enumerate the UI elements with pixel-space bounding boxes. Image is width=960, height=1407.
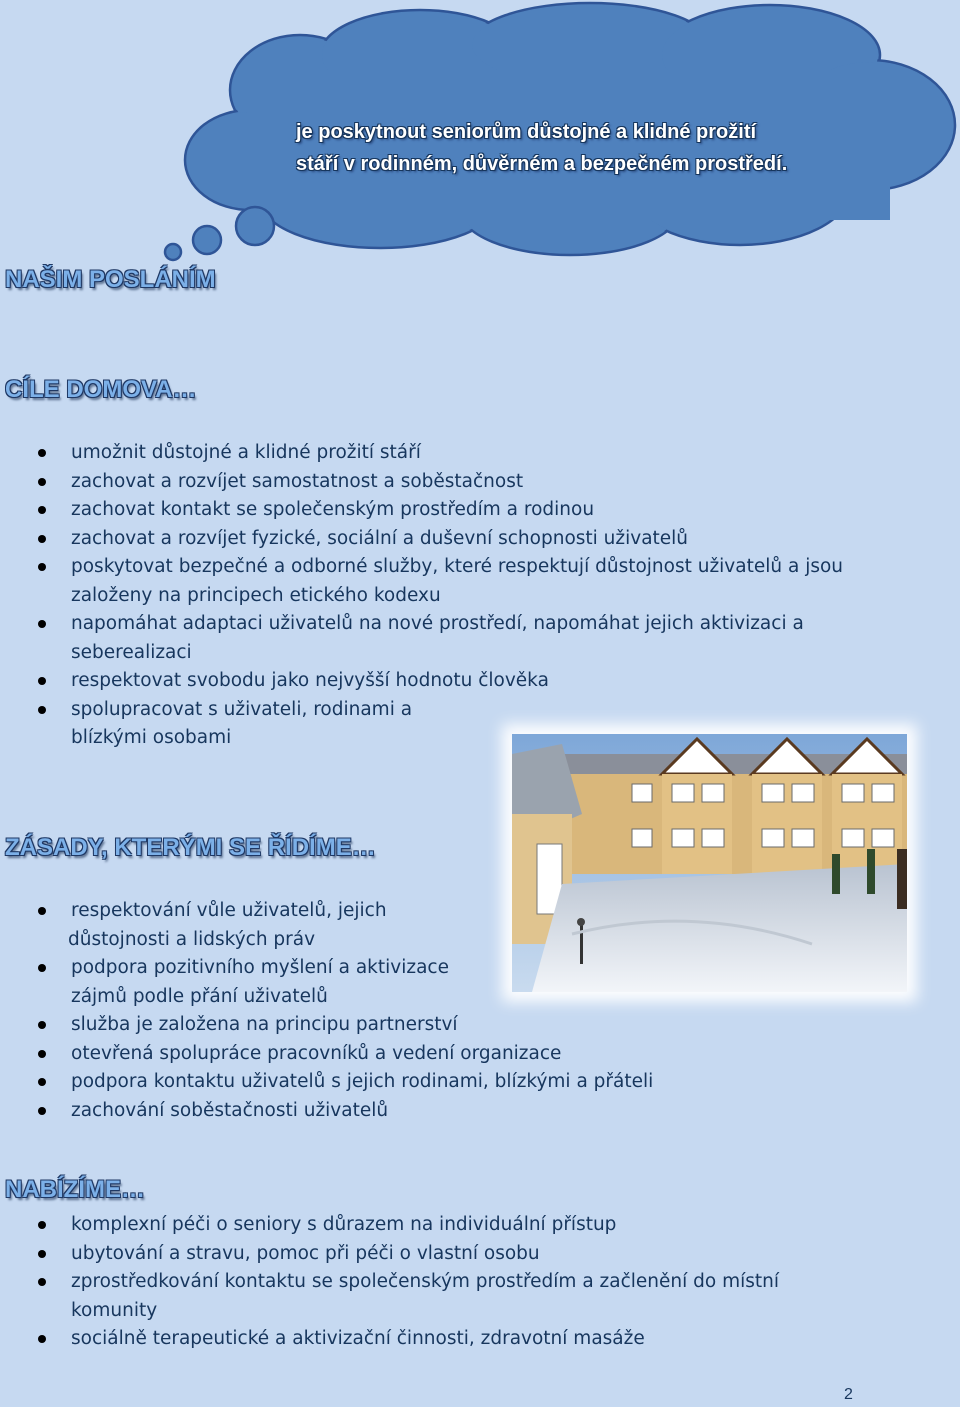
list-item-text: napomáhat adaptaci uživatelů na nové prostředí, napomáhat jejich aktivizaci a xyxy=(71,613,804,634)
list-item xyxy=(0,496,843,525)
list-item xyxy=(0,1325,779,1354)
bullet-icon xyxy=(38,964,46,972)
heading-goals: CÍLE DOMOVA… xyxy=(5,376,197,403)
bullet-icon xyxy=(38,535,46,543)
bullet-icon xyxy=(38,1221,46,1229)
list-item-text: zachovat a rozvíjet fyzické, sociální a duševní schopnosti uživatelů xyxy=(71,527,689,549)
bullet-icon xyxy=(38,1278,46,1286)
list-item xyxy=(0,468,843,497)
list-item xyxy=(0,1011,653,1040)
cloud-line-1: je poskytnout seniorům důstojné a klidné prožití xyxy=(296,121,757,143)
list-item xyxy=(0,553,843,610)
list-item-text: služba je založena na principu partnerství xyxy=(71,1014,458,1035)
list-item xyxy=(0,1068,653,1097)
list-item-text: blízkými osobami xyxy=(71,727,232,748)
bullet-icon xyxy=(38,1050,46,1058)
list-item-text: zachování soběstačnosti uživatelů xyxy=(71,1099,389,1121)
page-number: 2 xyxy=(844,1386,853,1403)
cloud-text xyxy=(296,116,796,180)
heading-principles: ZÁSADY, KTERÝMI SE ŘÍDÍME… xyxy=(5,834,376,861)
bullet-icon xyxy=(38,478,46,486)
list-item xyxy=(0,525,843,554)
list-item-text: podpora pozitivního myšlení a aktivizace xyxy=(71,957,449,978)
list-item-text: sociálně terapeutické a aktivizační činnosti, zdravotní masáže xyxy=(71,1328,645,1349)
list-item-text: ubytování a stravu, pomoc při péči o vlastní osobu xyxy=(71,1242,540,1264)
bullet-icon xyxy=(38,1335,46,1343)
bullet-icon xyxy=(38,1107,46,1115)
bullet-icon xyxy=(38,1078,46,1086)
bullet-icon xyxy=(38,620,46,628)
list-item-text: umožnit důstojné a klidné prožití stáří xyxy=(71,442,421,463)
heading-mission: NAŠIM POSLÁNÍM xyxy=(5,266,216,293)
bullet-icon xyxy=(38,907,46,915)
list-item xyxy=(0,1040,653,1069)
list-item-text: spolupracovat s uživateli, rodinami a xyxy=(71,698,413,720)
list-item xyxy=(0,1240,779,1269)
list-item-text: komplexní péči o seniory s důrazem na individuální přístup xyxy=(71,1214,617,1235)
list-item-text: zprostředkování kontaktu se společenským prostředím a začlenění do místní xyxy=(71,1271,779,1292)
list-item-text: zachovat a rozvíjet samostatnost a soběstačnost xyxy=(71,470,524,492)
list-item xyxy=(0,439,843,468)
bullet-icon xyxy=(38,706,46,714)
cloud-line-2: stáří v rodinném, důvěrném a bezpečném prostředí. xyxy=(296,153,788,175)
offer-list xyxy=(0,1211,779,1354)
list-item-text: důstojnosti a lidských práv xyxy=(68,928,316,950)
list-item-text: podpora kontaktu uživatelů s jejich rodinami, blízkými a přáteli xyxy=(71,1071,654,1092)
list-item-text: zachovat kontakt se společenským prostředím a rodinou xyxy=(71,499,595,520)
list-item-text: respektování vůle uživatelů, jejich xyxy=(71,900,387,921)
list-item xyxy=(0,1211,779,1240)
goals-list xyxy=(0,439,843,753)
list-item-text: respektovat svobodu jako nejvyšší hodnotu člověka xyxy=(71,670,549,691)
bullet-icon xyxy=(38,563,46,571)
bullet-icon xyxy=(38,1021,46,1029)
bullet-icon xyxy=(38,506,46,514)
list-item xyxy=(0,667,843,696)
list-item-text: založeny na principech etického kodexu xyxy=(71,584,441,606)
list-item xyxy=(0,1268,779,1325)
list-item xyxy=(0,1097,653,1126)
list-item-text: seberealizaci xyxy=(71,641,192,663)
list-item-text: komunity xyxy=(71,1299,158,1321)
bullet-icon xyxy=(38,1250,46,1258)
bullet-icon xyxy=(38,677,46,685)
building-photo xyxy=(512,734,907,992)
heading-offer: NABÍZÍME… xyxy=(5,1176,145,1203)
list-item-text: otevřená spolupráce pracovníků a vedení organizace xyxy=(71,1042,562,1064)
list-item-text: zájmů podle přání uživatelů xyxy=(71,985,328,1007)
list-item-text: poskytovat bezpečné a odborné služby, které respektují důstojnost uživatelů a jsou xyxy=(71,556,844,577)
bullet-icon xyxy=(38,449,46,457)
list-item xyxy=(0,610,843,667)
